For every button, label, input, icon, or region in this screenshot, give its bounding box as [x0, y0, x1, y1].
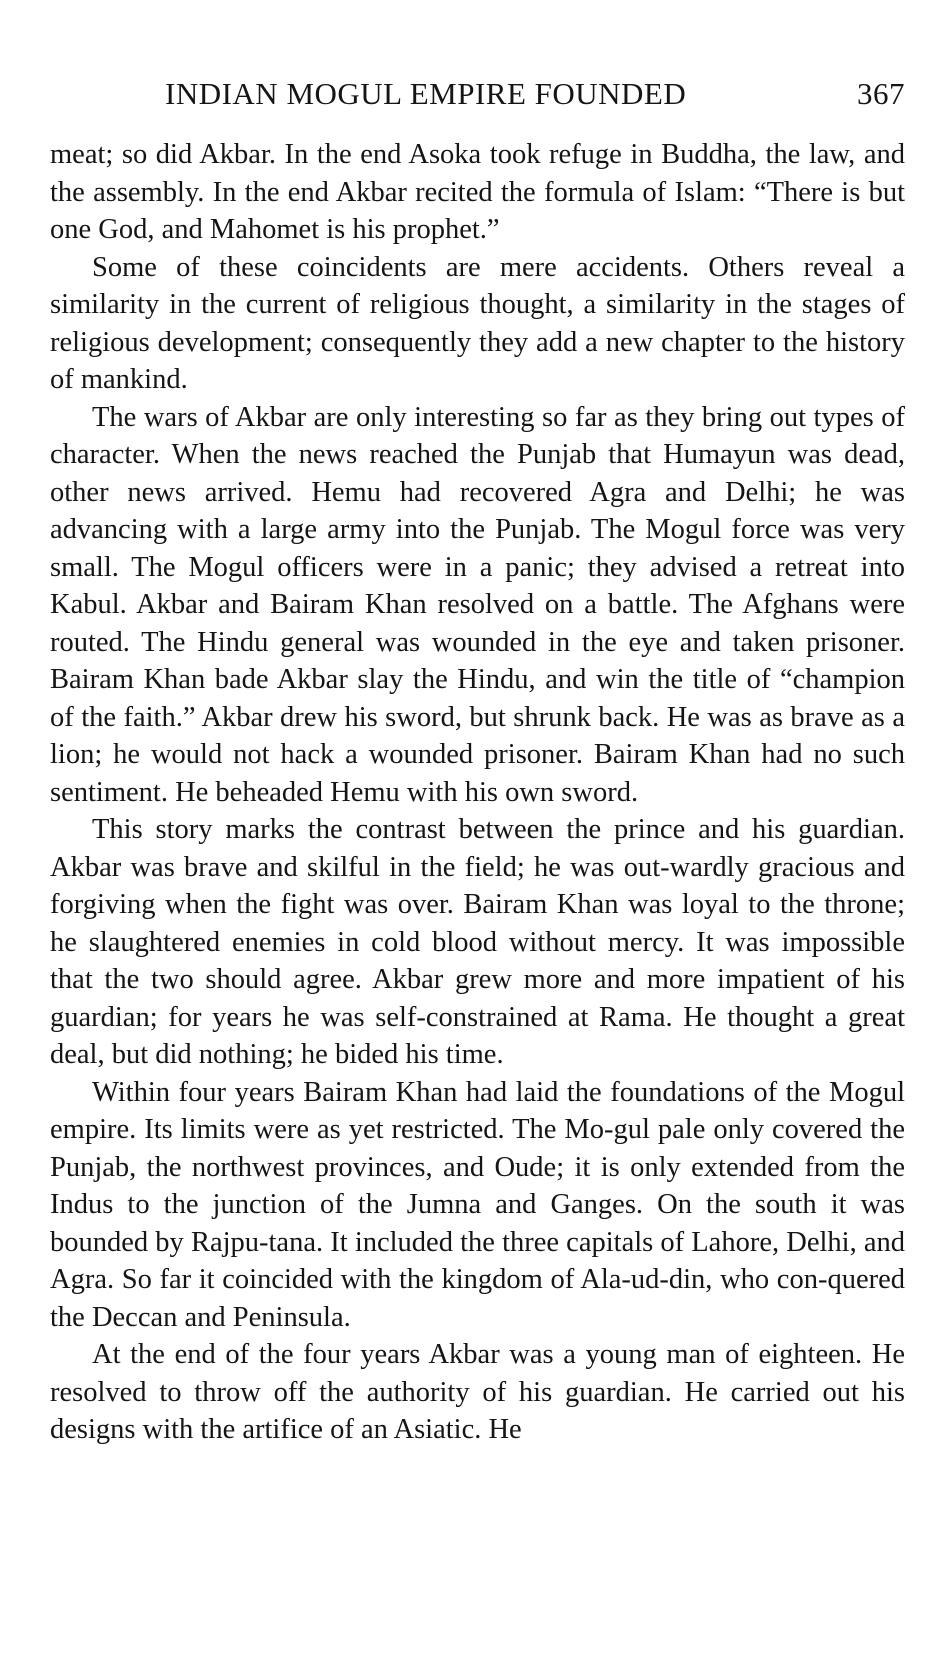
paragraph-end-of-four-years: At the end of the four years Akbar was a young man of eighteen. He resolved to throw off the authority of his guardian. He carried out his designs with the artifice of an Asiatic. He	[50, 1339, 905, 1445]
paragraph-continuation: meat; so did Akbar. In the end Asoka took refuge in Buddha, the law, and the assembly. In the end Akbar recited the formula of Islam: “There is but one God, and Mahomet is his prophet.”	[50, 139, 905, 245]
paragraph-contrast: This story marks the contrast between the prince and his guardian. Akbar was brave and skilful in the field; he was out-wardly gracious and forgiving when the fight was over. Bairam Khan was loyal to the throne; he slaughtered enemies in cold blood without mercy. It was impossible that the two should agree. Akbar grew more and more impatient of his guardian; for years he was self-constrained at Rama. He thought a great deal, but did nothing; he bided his time.	[50, 814, 905, 1070]
running-head	[50, 72, 905, 116]
page-number: 367	[857, 76, 905, 111]
body-text	[50, 136, 905, 1449]
running-title: INDIAN MOGUL EMPIRE FOUNDED	[165, 76, 687, 111]
paragraph-coincidents: Some of these coincidents are mere accidents. Others reveal a similarity in the current of religious thought, a similarity in the stages of religious development; consequently they add a new chapter to the history of mankind.	[50, 251, 905, 395]
paragraph-foundations: Within four years Bairam Khan had laid the foundations of the Mogul empire. Its limits were as yet restricted. The Mo-gul pale only covered the Punjab, the northwest provinces, and Oude; it is only extended from the Indus to the junction of the Jumna and Ganges. On the south it was bounded by Rajpu-tana. It included the three capitals of Lahore, Delhi, and Agra. So far it coincided with the kingdom of Ala-ud-din, who con-quered the Deccan and Peninsula.	[50, 1076, 905, 1333]
paragraph-wars-of-akbar: The wars of Akbar are only interesting so far as they bring out types of character. When the news reached the Punjab that Humayun was dead, other news arrived. Hemu had recovered Agra and Delhi; he was advancing with a large army into the Punjab. The Mogul force was very small. The Mogul officers were in a panic; they advised a retreat into Kabul. Akbar and Bairam Khan resolved on a battle. The Afghans were routed. The Hindu general was wounded in the eye and taken prisoner. Bairam Khan bade Akbar slay the Hindu, and win the title of “champion of the faith.” Akbar drew his sword, but shrunk back. He was as brave as a lion; he would not hack a wounded prisoner. Bairam Khan had no such sentiment. He beheaded Hemu with his own sword.	[50, 401, 905, 808]
